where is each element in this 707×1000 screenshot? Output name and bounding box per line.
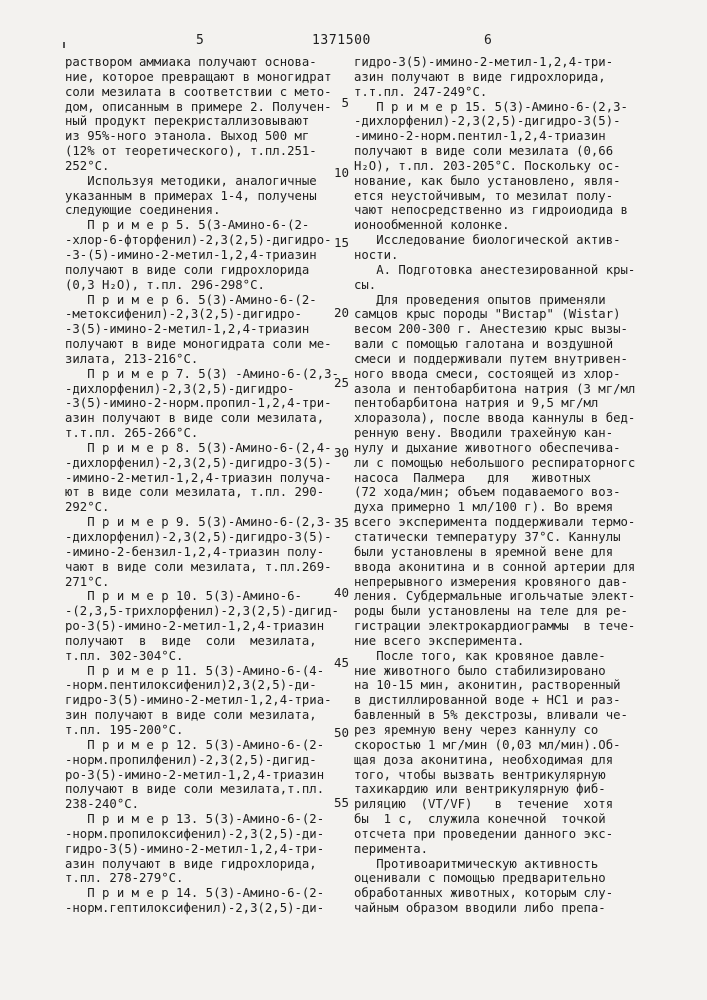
column-number-left: 5 [196, 33, 204, 48]
scan-artifact [63, 42, 65, 48]
right-column-text: гидро-3(5)-имино-2-метил-1,2,4-три- азин получают в виде гидрохлорида, т.т.пл. 247-249°С. П р и м е р 15. 5(3)-Амино-6-(2,3- -дихлорфенил)-2,3(2,5)-дигидро-3(5)- -имино-2-норм.пентил-1,2,4-триазин получают в виде соли мезилата (0,66 H₂O), т.пл. 203-205°С. Поскольку ос- нование, как было установлено, явля- ется неустойчивым, то мезилат полу- чают непосредственно из гидроиодида в ионообменной колонке. Исследование биологической актив- ности. А. Подготовка анестезированной кры- сы. Для проведения опытов применяли самцов крыс породы "Вистар" (Wistar) весом 200-300 г. Анестезию крыс вызы- вали с помощью галотана и воздушной смеси и поддерживали путем внутривен- ного ввода смеси, состоящей из хлор- азола и пентобарбитона натрия (3 мг/мл пентобарбитона натрия и 9,5 мг/мл хлоразола), после ввода каннулы в бед- ренную вену. Вводили трахейную кан- нулу и дыхание животного обеспечива- ли с помощью небольшого респираторногс насоса Палмера для животных (72 хода/мин; объем подаваемого воз- духа примерно 1 мл/100 г). Во время всего эксперимента поддерживали термо- статически температуру 37°С. Каннулы были установлены в яремной вене для ввода аконитина и в сонной артерии для непрерывного измерения кровяного дав- ления. Субдермальные игольчатые элект- роды были установлены на теле для ре- гистрации электрокардиограммы в тече- ние всего эксперимента. После того, как кровяное давле- ние животного было стабилизировано на 10-15 мин, аконитин, растворенный в дистиллированной воде + HC1 и раз- бавленный в 5% декстрозы, вливали че- рез яремную вену через каннулу со скоростью 1 мг/мин (0,03 мл/мин).Об- щая доза аконитина, необходимая для того, чтобы вызвать вентрикулярную тахикардию или вентрикулярную фиб- риляцию (VT/VF) в течение хотя бы 1 с, служила конечной точкой отсчета при проведении данного экс- перимента. Противоаритмическую активность оценивали с помощью предварительно обработанных животных, которым слу- чайным образом вводили либо препа- [354, 55, 636, 916]
gutter-line-numbers: 5 10 15 20 25 30 35 40 45 50 55 [333, 95, 349, 811]
column-number-right: 6 [484, 33, 492, 48]
patent-number: 1371500 [312, 33, 371, 48]
left-column-text: раствором аммиака получают основа- ние, которое превращают в моногидрат соли мезилата в соответствии с мето- дом, описанным в примере 2. Получен- ный продукт перекристаллизовывают из 95%-ного этанола. Выход 500 мг (12% от теоретического), т.пл.251- 252°С. Используя методики, аналогичные указанным в примерах 1-4, получены следующие соединения. П р и м е р 5. 5(3-Амино-6-(2- -хлор-6-фторфенил)-2,3(2,5)-дигидро- -3-(5)-имино-2-метил-1,2,4-триазин получают в виде соли гидрохлорида (0,3 H₂O), т.пл. 296-298°С. П р и м е р 6. 5(3)-Амино-6-(2- -метоксифенил)-2,3(2,5)-дигидро- -3(5)-имино-2-метил-1,2,4-триазин получают в виде моногидрата соли ме- зилата, 213-216°С. П р и м е р 7. 5(3) -Амино-6-(2,3- -дихлорфенил)-2,3(2,5)-дигидро- -3(5)-имино-2-норм.пропил-1,2,4-три- азин получают в виде соли мезилата, т.т.пл. 265-266°С. П р и м е р 8. 5(3)-Амино-6-(2,4- -дихлорфенил)-2,3(2,5)-дигидро-3(5)- -имино-2-метил-1,2,4-триазин получа- ют в виде соли мезилата, т.пл. 290- 292°С. П р и м е р 9. 5(3)-Амино-6-(2,3- -дихлорфенил)-2,3(2,5)-дигидро-3(5)- -имино-2-бензил-1,2,4-триазин полу- чают в виде соли мезилата, т.пл.269- 271°С. П р и м е р 10. 5(3)-Амино-6- -(2,3,5-трихлорфенил)-2,3(2,5)-дигид- ро-3(5)-имино-2-метил-1,2,4-триазин получают в виде соли мезилата, т.пл. 302-304°С. П р и м е р 11. 5(3)-Амино-6-(4- -норм.пентилоксифенил)2,3(2,5)-ди- гидро-3(5)-имино-2-метил-1,2,4-триа- зин получают в виде соли мезилата, т.пл. 195-200°С. П р и м е р 12. 5(3)-Амино-6-(2- -норм.пропилфенил)-2,3(2,5)-дигид- ро-3(5)-имино-2-метил-1,2,4-триазин получают в виде соли мезилата,т.пл. 238-240°С. П р и м е р 13. 5(3)-Амино-6-(2- -норм.пропилоксифенил)-2,3(2,5)-ди- гидро-3(5)-имино-2-метил-1,2,4-три- азин получают в виде гидрохлорида, т.пл. 278-279°С. П р и м е р 14. 5(3)-Амино-6-(2- -норм.гептилоксифенил)-2,3(2,5)-ди- [65, 55, 339, 916]
